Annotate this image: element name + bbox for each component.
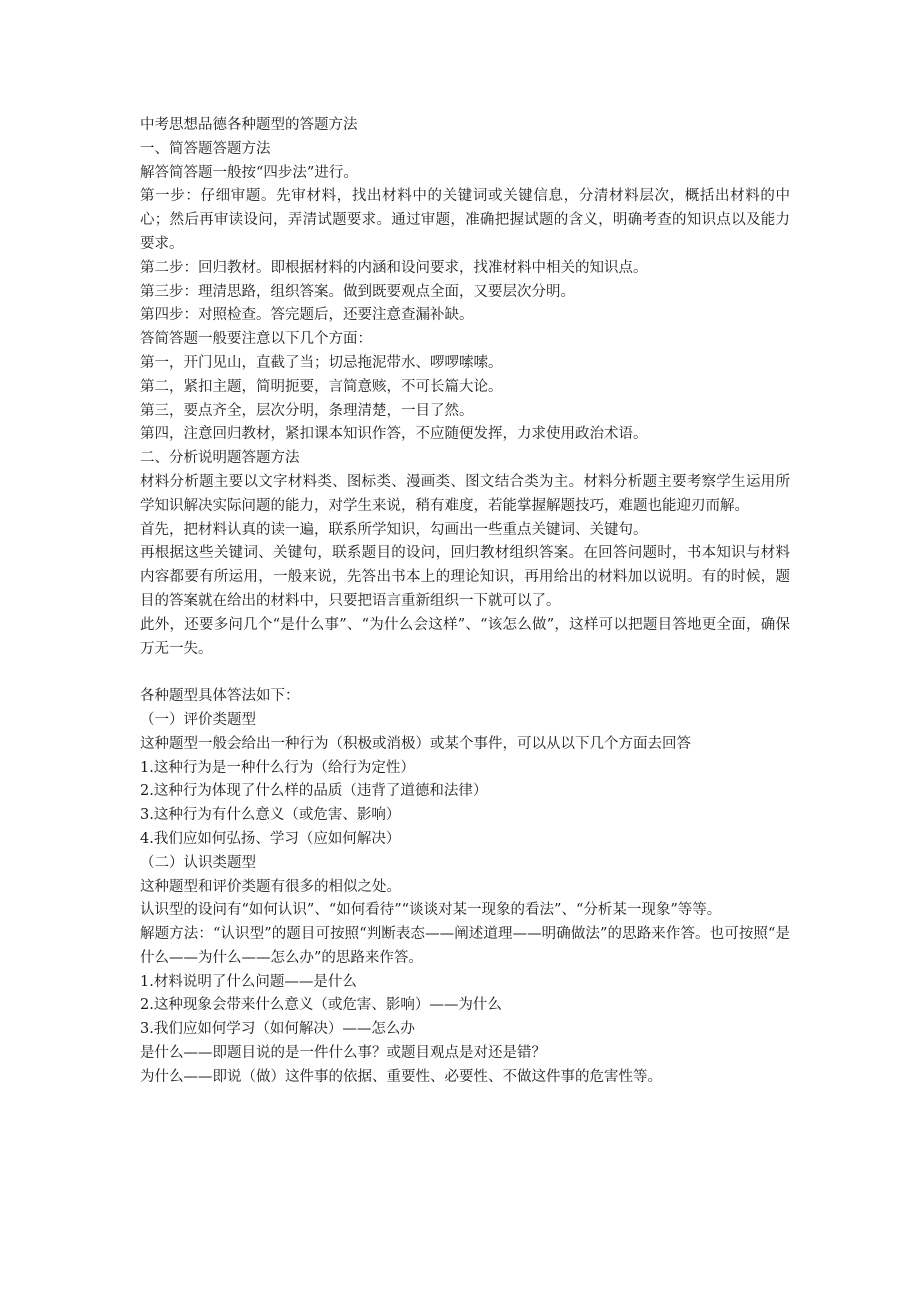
- list-item: 2.这种行为体现了什么样的品质（违背了道德和法律）: [140, 783, 488, 800]
- note-3: 第三，要点齐全，层次分明，条理清楚，一目了然。: [140, 402, 474, 419]
- paragraph: 各种题型具体答法如下：: [140, 688, 300, 705]
- paragraph: 这种题型一般会给出一种行为（积极或消极）或某个事件，可以从以下几个方面去回答: [140, 735, 691, 752]
- paragraph: 解答简答题一般按“四步法”进行。: [140, 164, 358, 181]
- section-heading-short-answer: 一、简答题答题方法: [140, 140, 271, 157]
- subsection-heading-evaluation: （一）评价类题型: [140, 711, 256, 728]
- paragraph: 答简答题一般要注意以下几个方面：: [140, 331, 372, 348]
- section-heading-analysis: 二、分析说明题答题方法: [140, 450, 300, 467]
- note-4: 第四，注意回归教材，紧扣课本知识作答，不应随便发挥，力求使用政治术语。: [140, 426, 648, 443]
- step-4: 第四步：对照检查。答完题后，还要注意查漏补缺。: [140, 307, 474, 324]
- step-1: 第一步：仔细审题。先审材料，找出材料中的关键词或关键信息，分清材料层次，概括出材料的中心；然后再审读设问，弄清试题要求。通过审题，准确把握试题的含义，明确考查的知识点以及能力要求。: [140, 188, 790, 252]
- blank-line: [140, 661, 790, 685]
- note-1: 第一，开门见山，直截了当；切忌拖泥带水、啰啰嗦嗦。: [140, 354, 503, 371]
- list-item: 2.这种现象会带来什么意义（或危害、影响）——为什么: [140, 997, 502, 1014]
- paragraph: 是什么——即题目说的是一件什么事？或题目观点是对还是错？: [140, 1045, 546, 1062]
- paragraph: 此外，还要多问几个“是什么事”、“为什么会这样”、“该怎么做”，这样可以把题目答地更全面，确保万无一失。: [140, 616, 790, 657]
- paragraph: 材料分析题主要以文字材料类、图标类、漫画类、图文结合类为主。材料分析题主要考察学生运用所学知识解决实际问题的能力，对学生来说，稍有难度，若能掌握解题技巧，难题也能迎刃而解。: [140, 473, 790, 514]
- list-item: 1.材料说明了什么问题——是什么: [140, 973, 357, 990]
- list-item: 3.我们应如何学习（如何解决）——怎么办: [140, 1021, 415, 1038]
- subsection-heading-cognition: （二）认识类题型: [140, 854, 256, 871]
- paragraph: 这种题型和评价类题有很多的相似之处。: [140, 878, 401, 895]
- list-item: 4.我们应如何弘扬、学习（应如何解决）: [140, 830, 401, 847]
- list-item: 1.这种行为是一种什么行为（给行为定性）: [140, 759, 415, 776]
- paragraph: 认识型的设问有“如何认识”、“如何看待”“谈谈对某一现象的看法”、“分析某一现象”等等。: [140, 902, 722, 919]
- step-2: 第二步：回归教材。即根据材料的内涵和设问要求，找准材料中相关的知识点。: [140, 259, 648, 276]
- document-body: [140, 114, 790, 1090]
- paragraph: 首先，把材料认真的读一遍，联系所学知识，勾画出一些重点关键词、关键句。: [140, 521, 648, 538]
- paragraph: 为什么——即说（做）这件事的依据、重要性、必要性、不做这件事的危害性等。: [140, 1068, 662, 1085]
- document-title: 中考思想品德各种题型的答题方法: [140, 117, 358, 133]
- list-item: 3.这种行为有什么意义（或危害、影响）: [140, 807, 401, 824]
- paragraph: 再根据这些关键词、关键句，联系题目的设问，回归教材组织答案。在回答问题时，书本知识与材料内容都要有所运用，一般来说，先答出书本上的理论知识，再用给出的材料加以说明。有的时候，题目的答案就在给出的材料中，只要把语言重新组织一下就可以了。: [140, 545, 790, 609]
- step-3: 第三步：理清思路，组织答案。做到既要观点全面，又要层次分明。: [140, 283, 575, 300]
- paragraph: 解题方法：“认识型”的题目可按照“判断表态——阐述道理——明确做法”的思路来作答。也可按照“是什么——为什么——怎么办”的思路来作答。: [140, 926, 790, 966]
- note-2: 第二，紧扣主题，简明扼要，言简意赅，不可长篇大论。: [140, 378, 503, 395]
